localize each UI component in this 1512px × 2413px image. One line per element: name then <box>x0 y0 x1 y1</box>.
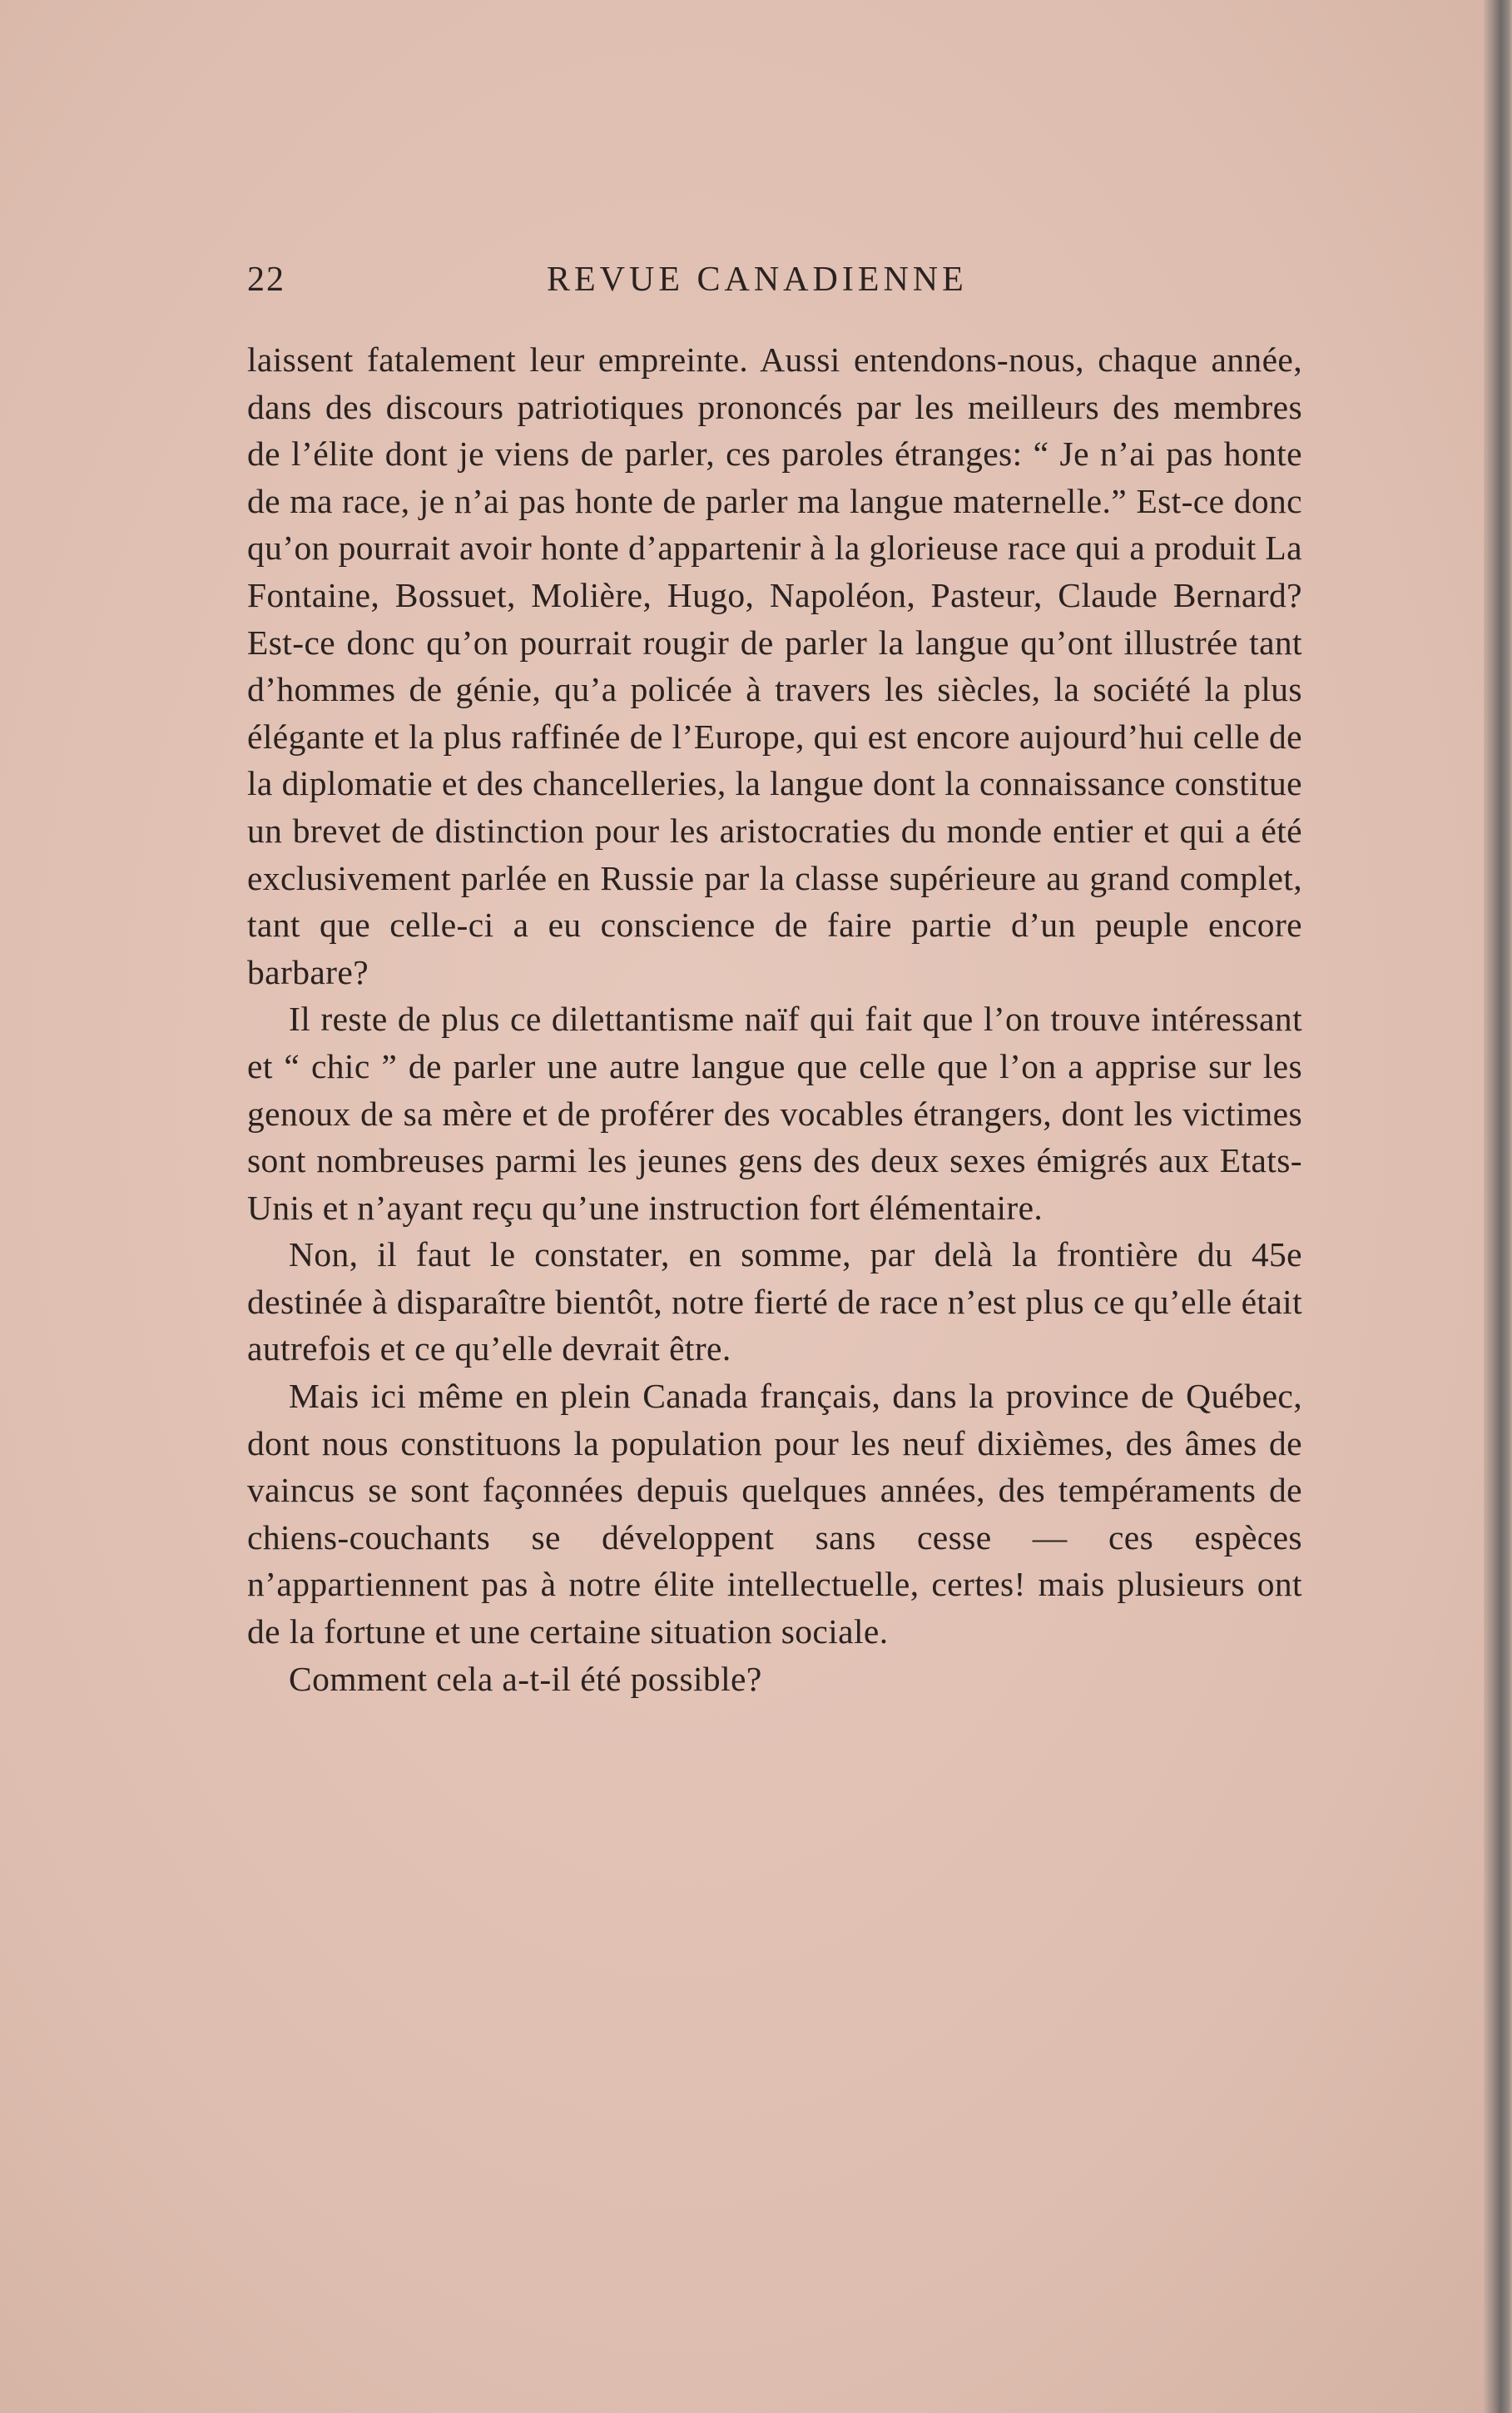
page-number: 22 <box>247 261 285 299</box>
body-text <box>247 336 1302 1702</box>
paragraph: Mais ici même en plein Canada français, dans la province de Québec, dont nous constituons la population pour les neuf dixièmes, des âmes de vaincus se sont façonnées depuis quelques années, des tempéraments de chiens-couchants se développent sans cesse — ces espèces n’appartiennent pas à notre élite intellectuelle, certes! mais plusieurs ont de la fortune et une certaine situation sociale. <box>247 1377 1302 1651</box>
paragraph: Non, il faut le constater, en somme, par delà la frontière du 45e destinée à disparaître bientôt, notre fierté de race n’est plus ce qu’elle était autrefois et ce qu’elle devrait être. <box>247 1235 1302 1368</box>
running-head <box>247 260 996 301</box>
book-spine-edge <box>1484 0 1512 2413</box>
paragraph-continued: laissent fatalement leur empreinte. Aussi entendons-nous, chaque année, dans des discours patriotiques prononcés par les meilleurs des membres de l’élite dont je viens de parler, ces paroles étranges: “ Je n’ai pas honte de ma race, je n’ai pas honte de parler ma langue maternelle.” Est-ce donc qu’on pourrait avoir honte d’appartenir à la glorieuse race qui a produit La Fontaine, Bossuet, Molière, Hugo, Napoléon, Pasteur, Claude Bernard? Est-ce donc qu’on pourrait rougir de parler la langue qu’ont illustrée tant d’hommes de génie, qu’a policée à travers les siècles, la société la plus élégante et la plus raffinée de l’Europe, qui est encore aujourd’hui celle de la diplomatie et des chancelleries, la langue dont la connaissance constitue un brevet de distinction pour les aristocraties du monde entier et qui a été exclusivement parlée en Russie par la classe supérieure au grand complet, tant que celle-ci a eu conscience de faire partie d’un peuple encore barbare? <box>247 340 1303 991</box>
running-title: REVUE CANADIENNE <box>547 261 968 299</box>
paragraph: Il reste de plus ce dilettantisme naïf qui fait que l’on trouve intéressant et “ chic ” de parler une autre langue que celle que l’on a apprise sur les genoux de sa mère et de proférer des vocables étrangers, dont les victimes sont nombreuses parmi les jeunes gens des deux sexes émigrés aux Etats-Unis et n’ayant reçu qu’une instruction fort élémentaire. <box>247 1000 1302 1227</box>
paragraph: Comment cela a-t-il été possible? <box>289 1659 762 1698</box>
